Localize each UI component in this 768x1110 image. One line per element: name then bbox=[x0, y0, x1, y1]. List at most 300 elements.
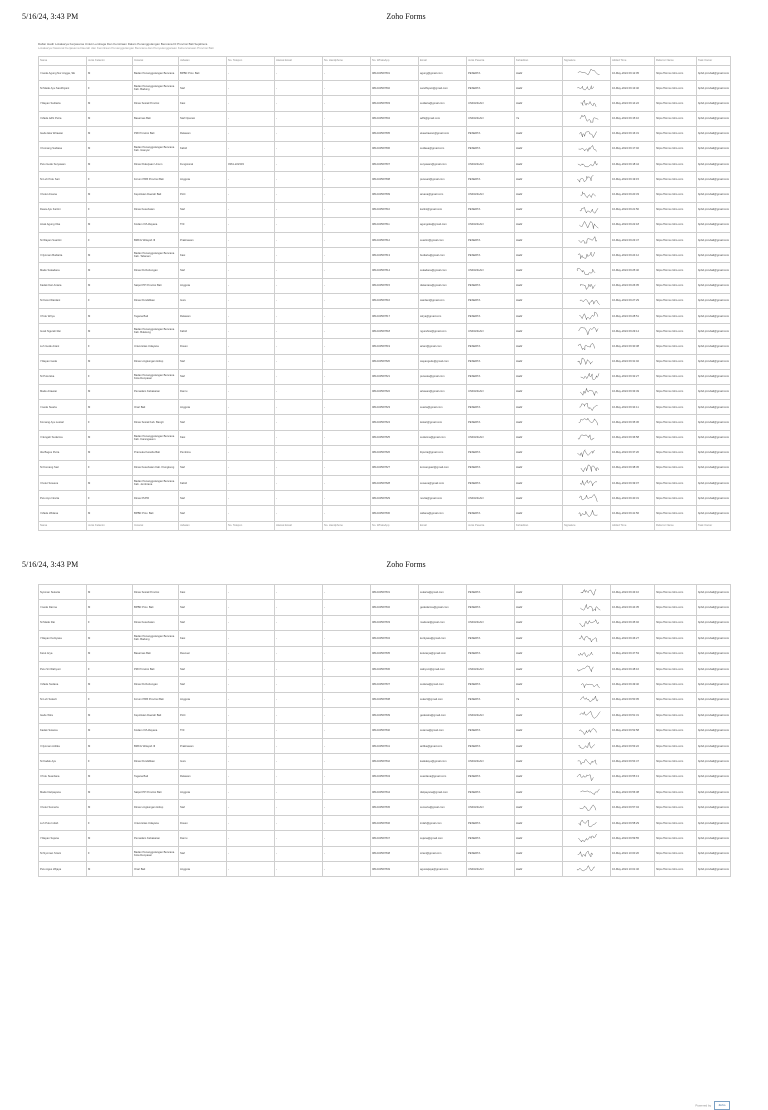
whatsapp-cell: 081234567820 bbox=[371, 354, 419, 369]
added-time-cell: 16-May-2024 09:34:11 bbox=[611, 400, 655, 415]
whatsapp-cell: 081234567827 bbox=[371, 460, 419, 475]
signature-cell bbox=[563, 66, 611, 81]
report-title-block bbox=[38, 42, 638, 50]
jenis-peserta-cell: UNDANGAN bbox=[467, 754, 515, 769]
whatsapp-cell: 081234567830 bbox=[371, 506, 419, 521]
jabatan-cell: Staf bbox=[179, 369, 227, 384]
gender-cell: M bbox=[87, 785, 133, 800]
instansi-cell: Pramuka Kwarda Bali bbox=[133, 445, 179, 460]
added-time-cell: 16-May-2024 09:48:16 bbox=[611, 661, 655, 676]
kehadiran-cell: Hadir bbox=[515, 800, 563, 815]
telepon-cell: - bbox=[227, 278, 275, 293]
instansi-cell: Tagana Bali bbox=[133, 309, 179, 324]
handphone-cell: - bbox=[323, 846, 371, 861]
email-cell: dwiantara@gmail.com bbox=[419, 278, 467, 293]
email-cell: agungoka@gmail.com bbox=[419, 217, 467, 232]
referrer-cell: https://forms.zoho.com bbox=[655, 785, 697, 800]
instansi-cell: Basarnas Bali bbox=[133, 646, 179, 661]
task-owner-cell: bpbd.provbali@gmail.com bbox=[697, 476, 731, 491]
task-owner-cell: bpbd.provbali@gmail.com bbox=[697, 354, 731, 369]
table-header-row bbox=[39, 57, 731, 66]
task-owner-cell: bpbd.provbali@gmail.com bbox=[697, 646, 731, 661]
signature-icon bbox=[563, 371, 609, 383]
added-time-cell: 16-May-2024 09:35:36 bbox=[611, 415, 655, 430]
telepon-cell: 0361-222333 bbox=[227, 157, 275, 172]
handphone-cell: - bbox=[323, 862, 371, 877]
signature-icon bbox=[563, 602, 609, 614]
handphone-cell: - bbox=[323, 631, 371, 646]
alamat-email-cell: - bbox=[275, 631, 323, 646]
instansi-cell: Kepolisian Daerah Bali bbox=[133, 708, 179, 723]
referrer-cell: https://forms.zoho.com bbox=[655, 769, 697, 784]
added-time-cell: 16-May-2024 09:54:47 bbox=[611, 754, 655, 769]
task-owner-cell: bpbd.provbali@gmail.com bbox=[697, 615, 731, 630]
kehadiran-cell: Hadir bbox=[515, 217, 563, 232]
task-owner-cell: bpbd.provbali@gmail.com bbox=[697, 187, 731, 202]
kehadiran-cell: Hadir bbox=[515, 615, 563, 630]
telepon-cell: - bbox=[227, 800, 275, 815]
signature-cell bbox=[563, 202, 611, 217]
handphone-cell: - bbox=[323, 491, 371, 506]
alamat-email-cell: - bbox=[275, 217, 323, 232]
signature-icon bbox=[563, 189, 609, 201]
jabatan-cell: Kabid bbox=[179, 324, 227, 339]
jabatan-cell: Staf bbox=[179, 661, 227, 676]
signature-cell bbox=[563, 631, 611, 646]
task-owner-cell: bpbd.provbali@gmail.com bbox=[697, 631, 731, 646]
name-cell: Ni Ketut Wardani bbox=[39, 293, 87, 308]
whatsapp-cell: 081234567804 bbox=[371, 111, 419, 126]
gender-cell: F bbox=[87, 202, 133, 217]
added-time-cell: 16-May-2024 09:30:38 bbox=[611, 339, 655, 354]
referrer-cell: https://forms.zoho.com bbox=[655, 339, 697, 354]
task-owner-cell: bpbd.provbali@gmail.com bbox=[697, 506, 731, 521]
table-row bbox=[39, 415, 731, 430]
referrer-cell: https://forms.zoho.com bbox=[655, 754, 697, 769]
signature-cell bbox=[563, 754, 611, 769]
telepon-cell: - bbox=[227, 862, 275, 877]
jabatan-cell: Staf bbox=[179, 677, 227, 692]
instansi-cell: Dinas Pendidikan bbox=[133, 754, 179, 769]
signature-cell bbox=[563, 293, 611, 308]
task-owner-cell: bpbd.provbali@gmail.com bbox=[697, 460, 731, 475]
alamat-email-cell: - bbox=[275, 769, 323, 784]
telepon-cell: - bbox=[227, 646, 275, 661]
instansi-cell: Dinas Perhubungan bbox=[133, 677, 179, 692]
gender-cell: M bbox=[87, 141, 133, 156]
alamat-email-cell: - bbox=[275, 263, 323, 278]
gender-cell: F bbox=[87, 846, 133, 861]
email-cell: sujana@gmail.com bbox=[419, 831, 467, 846]
handphone-cell: - bbox=[323, 785, 371, 800]
jabatan-cell: Danru bbox=[179, 831, 227, 846]
whatsapp-cell: 081234567821 bbox=[371, 369, 419, 384]
referrer-cell: https://forms.zoho.com bbox=[655, 415, 697, 430]
gender-cell: F bbox=[87, 339, 133, 354]
column-header: No. Telepon bbox=[227, 57, 275, 66]
jabatan-cell: Prakirawan bbox=[179, 233, 227, 248]
table-row bbox=[39, 430, 731, 445]
jabatan-cell: Staf bbox=[179, 415, 227, 430]
instansi-cell: Dinas Kesehatan Kab. Klungkung bbox=[133, 460, 179, 475]
instansi-cell: PMI Provinsi Bali bbox=[133, 661, 179, 676]
instansi-cell: Basarnas Bali bbox=[133, 111, 179, 126]
instansi-cell: BPBD Prov. Bali bbox=[133, 506, 179, 521]
signature-icon bbox=[563, 447, 609, 459]
gender-cell: F bbox=[87, 415, 133, 430]
alamat-email-cell: - bbox=[275, 430, 323, 445]
zoho-logo-icon: Zoho bbox=[714, 1101, 730, 1110]
column-header: Email bbox=[419, 521, 467, 530]
email-cell: aguswijaya@gmail.com bbox=[419, 862, 467, 877]
kehadiran-cell: Hadir bbox=[515, 785, 563, 800]
table-row bbox=[39, 339, 731, 354]
handphone-cell: - bbox=[323, 66, 371, 81]
alamat-email-cell: - bbox=[275, 646, 323, 661]
added-time-cell: 16-May-2024 09:59:55 bbox=[611, 831, 655, 846]
task-owner-cell: bpbd.provbali@gmail.com bbox=[697, 339, 731, 354]
signature-cell bbox=[563, 111, 611, 126]
instansi-cell: Dinas Sosial Provinsi bbox=[133, 585, 179, 600]
whatsapp-cell: 081234567818 bbox=[371, 324, 419, 339]
handphone-cell: - bbox=[323, 460, 371, 475]
task-owner-cell: bpbd.provbali@gmail.com bbox=[697, 445, 731, 460]
task-owner-cell: bpbd.provbali@gmail.com bbox=[697, 263, 731, 278]
referrer-cell: https://forms.zoho.com bbox=[655, 324, 697, 339]
table-row bbox=[39, 677, 731, 692]
whatsapp-cell: 081234567849 bbox=[371, 862, 419, 877]
added-time-cell: 16-May-2024 10:01:46 bbox=[611, 862, 655, 877]
whatsapp-cell: 081234567813 bbox=[371, 248, 419, 263]
kehadiran-cell: Hadir bbox=[515, 66, 563, 81]
kehadiran-cell: Hadir bbox=[515, 384, 563, 399]
instansi-cell: Badan Penanggulangan Bencana Kab. Tabanan bbox=[133, 248, 179, 263]
name-cell: I Putu Suardana bbox=[39, 769, 87, 784]
handphone-cell: - bbox=[323, 369, 371, 384]
added-time-cell: 16-May-2024 09:56:38 bbox=[611, 785, 655, 800]
signature-cell bbox=[563, 831, 611, 846]
kehadiran-cell: Hadir bbox=[515, 157, 563, 172]
signature-icon bbox=[563, 462, 609, 474]
jenis-peserta-cell: UNDANGAN bbox=[467, 187, 515, 202]
task-owner-cell: bpbd.provbali@gmail.com bbox=[697, 585, 731, 600]
gender-cell: M bbox=[87, 631, 133, 646]
handphone-cell: - bbox=[323, 677, 371, 692]
signature-cell bbox=[563, 430, 611, 445]
signature-icon bbox=[563, 249, 609, 261]
task-owner-cell: bpbd.provbali@gmail.com bbox=[697, 738, 731, 753]
instansi-cell: Dinas Lingkungan Hidup bbox=[133, 800, 179, 815]
handphone-cell: - bbox=[323, 187, 371, 202]
instansi-cell: Badan Penanggulangan Bencana Kab. Jembrana bbox=[133, 476, 179, 491]
handphone-cell: - bbox=[323, 800, 371, 815]
table-row bbox=[39, 157, 731, 172]
signature-icon bbox=[563, 432, 609, 444]
task-owner-cell: bpbd.provbali@gmail.com bbox=[697, 248, 731, 263]
handphone-cell: - bbox=[323, 81, 371, 96]
instansi-cell: Kodam IX/Udayana bbox=[133, 217, 179, 232]
alamat-email-cell: - bbox=[275, 754, 323, 769]
referrer-cell: https://forms.zoho.com bbox=[655, 278, 697, 293]
name-cell: Putu Ayu Novita bbox=[39, 491, 87, 506]
instansi-cell: Orari Bali bbox=[133, 862, 179, 877]
kehadiran-cell: Hadir bbox=[515, 862, 563, 877]
jenis-peserta-cell: UNDANGAN bbox=[467, 800, 515, 815]
kehadiran-cell: Hadir bbox=[515, 846, 563, 861]
signature-icon bbox=[563, 648, 609, 660]
gender-cell: M bbox=[87, 831, 133, 846]
table-row bbox=[39, 600, 731, 615]
jabatan-cell: Kabid bbox=[179, 141, 227, 156]
whatsapp-cell: 081234567819 bbox=[371, 339, 419, 354]
jabatan-cell: Staf bbox=[179, 506, 227, 521]
name-cell: Anak Agung Oka bbox=[39, 217, 87, 232]
jenis-peserta-cell: PESERTA bbox=[467, 692, 515, 707]
telepon-cell: - bbox=[227, 384, 275, 399]
name-cell: Ni Luh Sukerti bbox=[39, 692, 87, 707]
alamat-email-cell: - bbox=[275, 354, 323, 369]
jenis-peserta-cell: PESERTA bbox=[467, 506, 515, 521]
handphone-cell: - bbox=[323, 263, 371, 278]
kehadiran-cell: Hadir bbox=[515, 600, 563, 615]
email-cell: putueka@gmail.com bbox=[419, 369, 467, 384]
jenis-peserta-cell: PESERTA bbox=[467, 81, 515, 96]
table-row bbox=[39, 723, 731, 738]
telepon-cell: - bbox=[227, 187, 275, 202]
handphone-cell: - bbox=[323, 202, 371, 217]
signature-icon bbox=[563, 632, 609, 644]
alamat-email-cell: - bbox=[275, 278, 323, 293]
gender-cell: F bbox=[87, 491, 133, 506]
gender-cell: M bbox=[87, 96, 133, 111]
task-owner-cell: bpbd.provbali@gmail.com bbox=[697, 157, 731, 172]
signature-cell bbox=[563, 217, 611, 232]
jenis-peserta-cell: PESERTA bbox=[467, 309, 515, 324]
column-header: Signature bbox=[563, 57, 611, 66]
jenis-peserta-cell: UNDANGAN bbox=[467, 615, 515, 630]
handphone-cell: - bbox=[323, 141, 371, 156]
added-time-cell: 16-May-2024 09:23:47 bbox=[611, 233, 655, 248]
jabatan-cell: Staf bbox=[179, 460, 227, 475]
instansi-cell: Dinas PUPR bbox=[133, 491, 179, 506]
alamat-email-cell: - bbox=[275, 661, 323, 676]
email-cell: artawan@gmail.com bbox=[419, 384, 467, 399]
referrer-cell: https://forms.zoho.com bbox=[655, 96, 697, 111]
signature-cell bbox=[563, 677, 611, 692]
alamat-email-cell: - bbox=[275, 369, 323, 384]
name-cell: Ketut Arya bbox=[39, 646, 87, 661]
kehadiran-cell: Hadir bbox=[515, 339, 563, 354]
email-cell: ekawirawan@gmail.com bbox=[419, 126, 467, 141]
name-cell: Luh Gede Ariani bbox=[39, 339, 87, 354]
name-cell: Ni Made Ayu Sandhiyani bbox=[39, 81, 87, 96]
telepon-cell: - bbox=[227, 248, 275, 263]
jabatan-cell: Dosen bbox=[179, 815, 227, 830]
added-time-cell: 16-May-2024 09:12:05 bbox=[611, 66, 655, 81]
alamat-email-cell: - bbox=[275, 126, 323, 141]
added-time-cell: 16-May-2024 09:55:13 bbox=[611, 769, 655, 784]
alamat-email-cell: - bbox=[275, 815, 323, 830]
signature-icon bbox=[563, 128, 609, 140]
telepon-cell: - bbox=[227, 445, 275, 460]
added-time-cell: 16-May-2024 09:51:31 bbox=[611, 708, 655, 723]
instansi-cell: Kodam IX/Udayana bbox=[133, 723, 179, 738]
alamat-email-cell: - bbox=[275, 708, 323, 723]
table-row bbox=[39, 491, 731, 506]
signature-icon bbox=[563, 280, 609, 292]
handphone-cell: - bbox=[323, 769, 371, 784]
email-cell: putusari@gmail.com bbox=[419, 172, 467, 187]
email-cell: ariani@gmail.com bbox=[419, 339, 467, 354]
name-cell: Dewa Ayu Kartini bbox=[39, 202, 87, 217]
kehadiran-cell: Hadir bbox=[515, 677, 563, 692]
whatsapp-cell: 081234567810 bbox=[371, 202, 419, 217]
email-cell: indah@gmail.com bbox=[419, 815, 467, 830]
signature-cell bbox=[563, 400, 611, 415]
signature-cell bbox=[563, 460, 611, 475]
jabatan-cell: Danru bbox=[179, 384, 227, 399]
handphone-cell: - bbox=[323, 339, 371, 354]
telepon-cell: - bbox=[227, 126, 275, 141]
alamat-email-cell: - bbox=[275, 293, 323, 308]
name-cell: I Wayan Sujana bbox=[39, 831, 87, 846]
task-owner-cell: bpbd.provbali@gmail.com bbox=[697, 785, 731, 800]
signature-icon bbox=[563, 477, 609, 489]
column-header: Jenis Kelamin bbox=[87, 57, 133, 66]
table-row bbox=[39, 324, 731, 339]
name-cell: I Gede Agung Nur Angga, SE bbox=[39, 66, 87, 81]
email-cell: sutama@gmail.com bbox=[419, 723, 467, 738]
table-row bbox=[39, 233, 731, 248]
kehadiran-cell: Hadir bbox=[515, 646, 563, 661]
task-owner-cell: bpbd.provbali@gmail.com bbox=[697, 111, 731, 126]
instansi-cell: Badan Penanggulangan Bencana Kab. Badung bbox=[133, 81, 179, 96]
jenis-peserta-cell: UNDANGAN bbox=[467, 430, 515, 445]
signature-cell bbox=[563, 126, 611, 141]
zoho-watermark bbox=[695, 1101, 730, 1110]
added-time-cell: 16-May-2024 09:28:51 bbox=[611, 309, 655, 324]
referrer-cell: https://forms.zoho.com bbox=[655, 677, 697, 692]
kehadiran-cell: Hadir bbox=[515, 754, 563, 769]
table-row bbox=[39, 815, 731, 830]
handphone-cell: - bbox=[323, 157, 371, 172]
gender-cell: M bbox=[87, 800, 133, 815]
referrer-cell: https://forms.zoho.com bbox=[655, 202, 697, 217]
email-cell: kadekayu@gmail.com bbox=[419, 754, 467, 769]
column-header: Jabatan bbox=[179, 521, 227, 530]
referrer-cell: https://forms.zoho.com bbox=[655, 600, 697, 615]
whatsapp-cell: 081234567833 bbox=[371, 615, 419, 630]
alamat-email-cell: - bbox=[275, 491, 323, 506]
task-owner-cell: bpbd.provbali@gmail.com bbox=[697, 846, 731, 861]
table-row bbox=[39, 800, 731, 815]
email-cell: sudana@gmail.com bbox=[419, 677, 467, 692]
jenis-peserta-cell: PESERTA bbox=[467, 415, 515, 430]
signature-cell bbox=[563, 661, 611, 676]
table-row bbox=[39, 248, 731, 263]
telepon-cell: - bbox=[227, 491, 275, 506]
email-cell: sukadana@gmail.com bbox=[419, 263, 467, 278]
task-owner-cell: bpbd.provbali@gmail.com bbox=[697, 415, 731, 430]
signature-cell bbox=[563, 278, 611, 293]
report-title: Daftar Hadir Lokakarya Kerjasama Untuk Lembaga Dan Kemitraan Dalam Penanggulangan Bencana Di Provinsi Bali Sejahtera bbox=[38, 42, 208, 46]
handphone-cell: - bbox=[323, 708, 371, 723]
jabatan-cell: Kasi bbox=[179, 248, 227, 263]
name-cell: Gede Eka Wirawan bbox=[39, 126, 87, 141]
referrer-cell: https://forms.zoho.com bbox=[655, 157, 697, 172]
telepon-cell: - bbox=[227, 141, 275, 156]
signature-cell bbox=[563, 309, 611, 324]
table-row bbox=[39, 293, 731, 308]
alamat-email-cell: - bbox=[275, 738, 323, 753]
instansi-cell: Kepolisian Daerah Bali bbox=[133, 187, 179, 202]
email-cell: agung@gmail.com bbox=[419, 66, 467, 81]
report-subtitle: Lokakarya Nasional Kerjasama Daerah dan Kemitraan Penanggulangan Bencana dan Penyelenggaraan Kebencanaan Provinsi Bali bbox=[38, 46, 214, 51]
table-row bbox=[39, 66, 731, 81]
signature-cell bbox=[563, 585, 611, 600]
email-cell: sumerta@gmail.com bbox=[419, 800, 467, 815]
telepon-cell: - bbox=[227, 66, 275, 81]
added-time-cell: 16-May-2024 09:50:05 bbox=[611, 692, 655, 707]
column-header: Added Time bbox=[611, 521, 655, 530]
column-header: Referrer Name bbox=[655, 521, 697, 530]
signature-icon bbox=[563, 786, 609, 798]
referrer-cell: https://forms.zoho.com bbox=[655, 369, 697, 384]
jenis-peserta-cell: PESERTA bbox=[467, 738, 515, 753]
telepon-cell: - bbox=[227, 217, 275, 232]
jenis-peserta-cell: PESERTA bbox=[467, 66, 515, 81]
gender-cell: M bbox=[87, 126, 133, 141]
jabatan-cell: Dosen bbox=[179, 339, 227, 354]
jenis-peserta-cell: PESERTA bbox=[467, 815, 515, 830]
jabatan-cell: Staf bbox=[179, 263, 227, 278]
email-cell: budiarta@gmail.com bbox=[419, 248, 467, 263]
kehadiran-cell: Hadir bbox=[515, 187, 563, 202]
kehadiran-cell: Hadir bbox=[515, 738, 563, 753]
email-cell: suarta@gmail.com bbox=[419, 400, 467, 415]
column-header: Jenis Peserta bbox=[467, 521, 515, 530]
jenis-peserta-cell: PESERTA bbox=[467, 400, 515, 415]
name-cell: Luh Putu Indah bbox=[39, 815, 87, 830]
column-header: Instansi bbox=[133, 521, 179, 530]
signature-cell bbox=[563, 862, 611, 877]
instansi-cell: BMKG Wilayah III bbox=[133, 738, 179, 753]
name-cell: Ni Luh Putu Sari bbox=[39, 172, 87, 187]
jabatan-cell: BPBD Prov. Bali bbox=[179, 66, 227, 81]
gender-cell: M bbox=[87, 111, 133, 126]
added-time-cell: 16-May-2024 09:49:40 bbox=[611, 677, 655, 692]
added-time-cell: 16-May-2024 09:31:02 bbox=[611, 354, 655, 369]
kehadiran-cell: Hadir bbox=[515, 324, 563, 339]
kehadiran-cell: Hadir bbox=[515, 661, 563, 676]
task-owner-cell: bpbd.provbali@gmail.com bbox=[697, 202, 731, 217]
jenis-peserta-cell: PESERTA bbox=[467, 646, 515, 661]
telepon-cell: - bbox=[227, 339, 275, 354]
gender-cell: F bbox=[87, 692, 133, 707]
table-row bbox=[39, 769, 731, 784]
alamat-email-cell: - bbox=[275, 81, 323, 96]
referrer-cell: https://forms.zoho.com bbox=[655, 187, 697, 202]
whatsapp-cell: 081234567843 bbox=[371, 769, 419, 784]
telepon-cell: - bbox=[227, 460, 275, 475]
signature-icon bbox=[563, 802, 609, 814]
task-owner-cell: bpbd.provbali@gmail.com bbox=[697, 369, 731, 384]
gender-cell: M bbox=[87, 263, 133, 278]
referrer-cell: https://forms.zoho.com bbox=[655, 723, 697, 738]
alamat-email-cell: - bbox=[275, 585, 323, 600]
table-row bbox=[39, 278, 731, 293]
jenis-peserta-cell: PESERTA bbox=[467, 476, 515, 491]
